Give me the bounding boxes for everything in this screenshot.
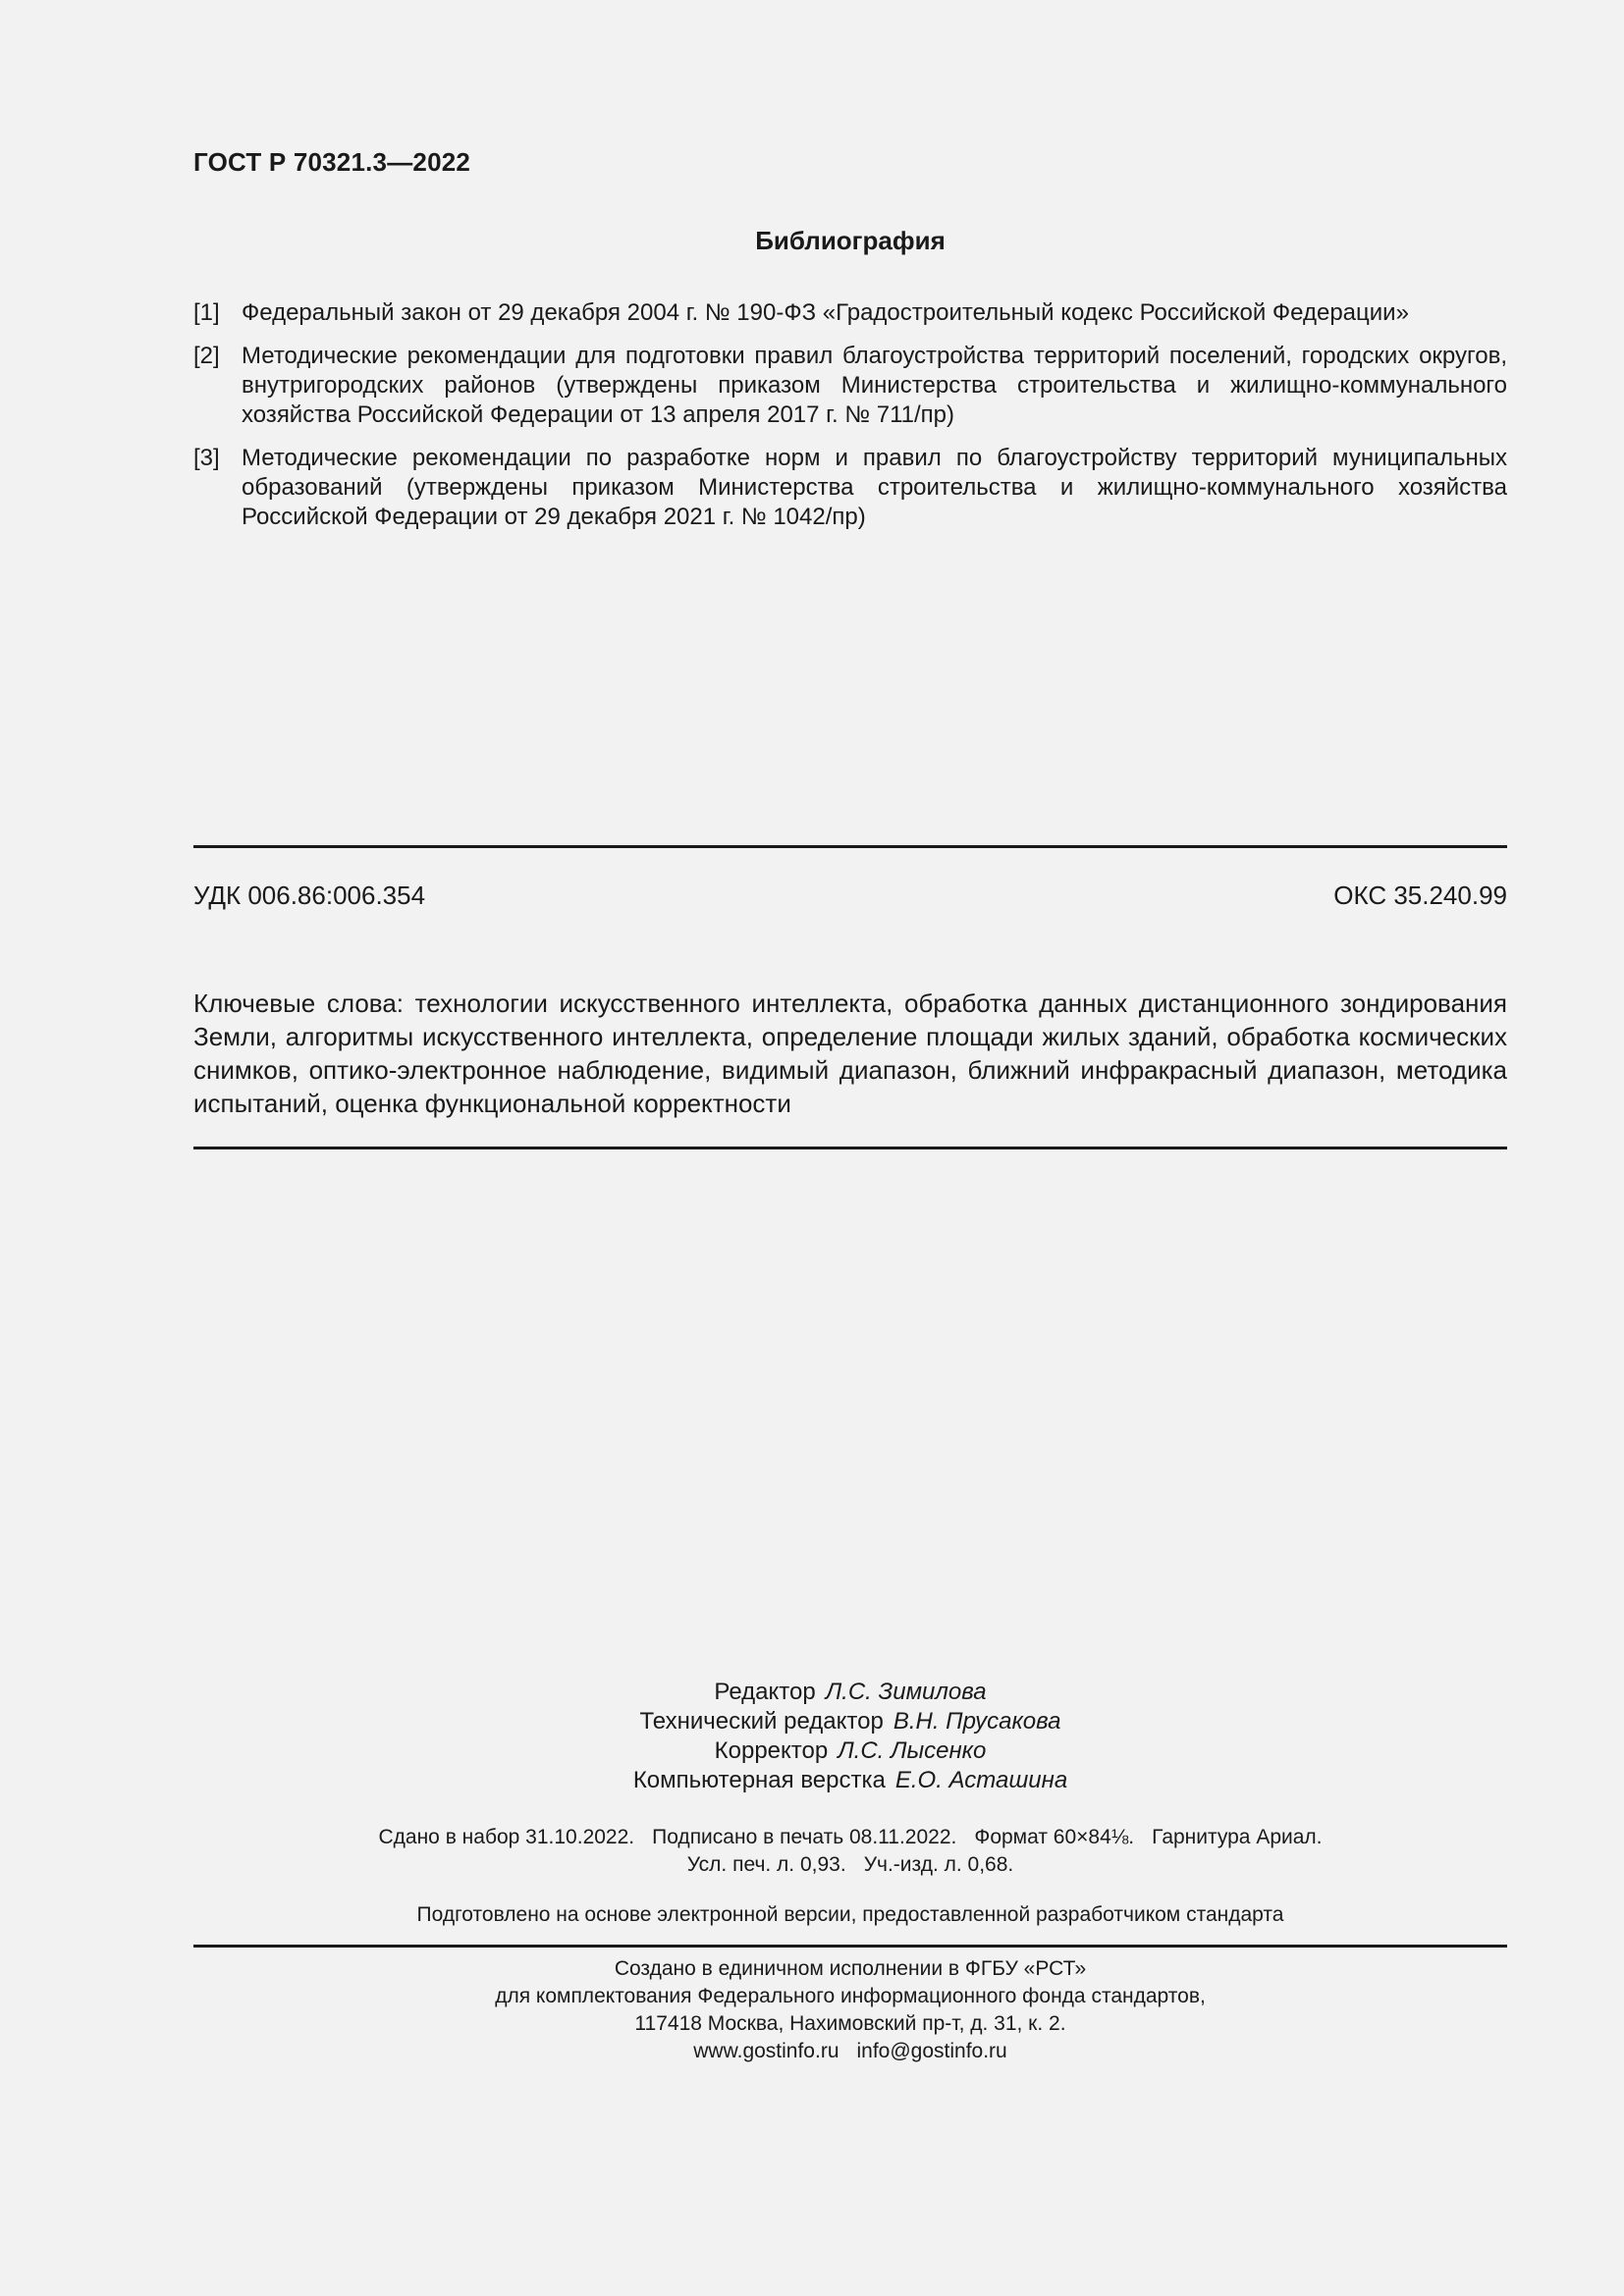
standard-number: ГОСТ Р 70321.3—2022: [193, 147, 471, 177]
bibliography-item: [193, 298, 1507, 328]
publisher-contacts: [193, 2038, 1507, 2065]
publisher-sheets: Уч.-изд. л. 0,68.: [863, 1853, 1014, 1876]
credit-role: Редактор: [714, 1679, 816, 1705]
bibliography-item-number: [2]: [193, 343, 220, 369]
credit-role: Компьютерная верстка: [632, 1767, 886, 1793]
print-typeface: Гарнитура Ариал.: [1152, 1826, 1323, 1848]
credit-role: Технический редактор: [639, 1708, 884, 1735]
print-submitted: Сдано в набор 31.10.2022.: [378, 1826, 635, 1848]
publisher-block: [193, 1955, 1507, 2065]
credit-proofreader: [193, 1736, 1507, 1766]
publisher-line-2: для комплектования Федерального информационного фонда стандартов,: [495, 1985, 1206, 2007]
divider-publisher: [193, 1945, 1507, 1948]
oks-code: ОКС 35.240.99: [1333, 881, 1507, 910]
print-info: [193, 1824, 1507, 1879]
bibliography-item-number: [3]: [193, 445, 220, 471]
credit-person: Е.О. Асташина: [894, 1767, 1068, 1793]
credit-role: Корректор: [714, 1737, 829, 1764]
credit-person: Л.С. Лысенко: [838, 1737, 987, 1764]
document-page: [193, 0, 1507, 2296]
bibliography-item-text: Методические рекомендации для подготовки правил благоустройства территорий поселений, городских округов, внутригородских районов (утверждены приказом Министерства строительства и жилищно-коммунального хозяйства Российской Федерации от 13 апреля 2017 г. № 711/пр): [242, 343, 1507, 428]
bibliography-item-number: [1]: [193, 299, 220, 326]
bibliography-list: [193, 298, 1507, 546]
credit-person: Л.С. Зимилова: [825, 1679, 987, 1705]
publisher-email: info@gostinfo.ru: [856, 2040, 1007, 2062]
bibliography-item: [193, 342, 1507, 430]
prepared-note: Подготовлено на основе электронной версии, предоставленной разработчиком стандарта: [416, 1903, 1284, 1926]
publisher-website: www.gostinfo.ru: [693, 2040, 839, 2062]
bibliography-item: [193, 444, 1507, 532]
print-sheets: Усл. печ. л. 0,93.: [686, 1853, 846, 1876]
print-info-line-1: [193, 1824, 1507, 1851]
publisher-line-3: 117418 Москва, Нахимовский пр-т, д. 31, к. 2.: [634, 2012, 1066, 2035]
print-format: Формат 60×84⅛.: [974, 1826, 1135, 1848]
keywords-paragraph: Ключевые слова: технологии искусственного интеллекта, обработка данных дистанционного зондирования Земли, алгоритмы искусственного интеллекта, определение площади жилых зданий, обработка космических снимков, оптико-электронное наблюдение, видимый диапазон, ближний инфракрасный диапазон, методика испытаний, оценка функциональной корректности: [193, 988, 1507, 1118]
credit-person: В.Н. Прусакова: [893, 1708, 1061, 1735]
divider-top: [193, 845, 1507, 848]
bibliography-item-text: Федеральный закон от 29 декабря 2004 г. № 190-ФЗ «Градостроительный кодекс Российской Федерации»: [242, 299, 1409, 326]
bibliography-item-text: Методические рекомендации по разработке норм и правил по благоустройству территорий муниципальных образований (утверждены приказом Министерства строительства и жилищно-коммунального хозяйства Российской Федерации от 29 декабря 2021 г. № 1042/пр): [242, 445, 1507, 530]
bibliography-title: Библиография: [755, 226, 946, 255]
credit-layout: [193, 1766, 1507, 1795]
credit-editor: [193, 1678, 1507, 1707]
divider-keywords: [193, 1147, 1507, 1149]
print-signed: Подписано в печать 08.11.2022.: [652, 1826, 957, 1848]
credit-technical-editor: [193, 1707, 1507, 1736]
publisher-line-1: Создано в единичном исполнении в ФГБУ «РСТ»: [614, 1957, 1087, 1980]
udk-code: УДК 006.86:006.354: [193, 881, 426, 910]
credits-block: [193, 1678, 1507, 1795]
print-info-line-2: [193, 1851, 1507, 1879]
